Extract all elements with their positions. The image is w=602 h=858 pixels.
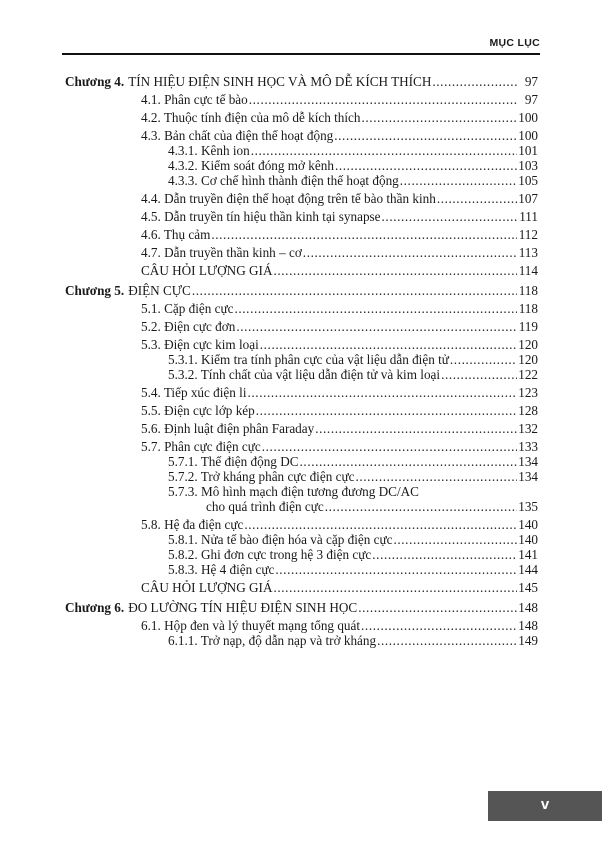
dot-leader [393, 532, 517, 548]
toc-entry-title: 4.3.3. Cơ chế hình thành điện thế hoạt động [168, 173, 399, 188]
toc-entry-row [168, 469, 538, 485]
toc-entry-title: 5.1. Cặp điện cực [141, 301, 234, 316]
toc-entry-title: cho quá trình điện cực [206, 499, 324, 514]
dot-leader [236, 319, 517, 335]
toc-entry-row [168, 352, 538, 368]
toc-entry-title: 5.4. Tiếp xúc điện li [141, 385, 247, 400]
toc-entry-title: ĐO LƯỜNG TÍN HIỆU ĐIỆN SINH HỌC [128, 600, 358, 615]
toc-entry-row [168, 158, 538, 174]
toc-entry-title: 6.1. Hộp đen và lý thuyết mạng tổng quát [141, 618, 361, 633]
toc-entry-row [168, 454, 538, 470]
dot-leader [251, 143, 517, 159]
page-number: v [540, 796, 550, 813]
toc-page-number: 105 [518, 173, 538, 188]
toc-entry-title: 4.6. Thụ cảm [141, 227, 211, 242]
toc-page-number: 120 [518, 352, 538, 367]
dot-leader [303, 245, 517, 261]
dot-leader [275, 562, 517, 578]
toc-entry-title: 5.3. Điện cực kim loại [141, 337, 259, 352]
dot-leader [335, 158, 517, 174]
dot-leader [256, 403, 517, 419]
toc-page-number: 114 [518, 263, 538, 278]
toc-entry-title: 5.7.2. Trở kháng phân cực điện cực [168, 469, 355, 484]
toc-page-number: 140 [518, 532, 538, 547]
dot-leader [192, 283, 517, 299]
toc-entry-title: 4.5. Dẫn truyền tín hiệu thần kinh tại synapse [141, 209, 381, 224]
toc-entry-row [141, 517, 538, 533]
toc-entry-row [141, 110, 538, 126]
toc-page-number: 135 [518, 499, 538, 514]
dot-leader [300, 454, 517, 470]
toc-entry-row [141, 301, 538, 317]
dot-leader [355, 469, 517, 485]
toc-entry-row [141, 618, 538, 634]
toc-page-number: 123 [518, 385, 538, 400]
toc-entry-row [206, 499, 538, 515]
toc-entry-row [168, 143, 538, 159]
toc-entry-title: CÂU HỎI LƯỢNG GIÁ [141, 580, 273, 595]
toc-page-number: 145 [518, 580, 538, 595]
toc-entry-title: 4.3.2. Kiểm soát đóng mở kênh [168, 158, 334, 173]
toc-entry-title: 5.7.1. Thế điện động DC [168, 454, 299, 469]
toc-entry-title: 4.3.1. Kênh ion [168, 143, 250, 158]
dot-leader [362, 110, 518, 126]
toc-entry-row [168, 484, 419, 500]
dot-leader [315, 421, 517, 437]
toc-page-number: 118 [518, 283, 538, 298]
toc-entry-row [141, 245, 538, 261]
toc-page-number: 134 [518, 469, 538, 484]
toc-entry-row [141, 421, 538, 437]
dot-leader [358, 600, 517, 616]
toc-entry-row [168, 367, 538, 383]
toc-entry-title: 5.8.3. Hệ 4 điện cực [168, 562, 275, 577]
toc-entry-title: TÍN HIỆU ĐIỆN SINH HỌC VÀ MÔ DỄ KÍCH THÍCH [128, 74, 432, 89]
toc-page-number: 141 [518, 547, 538, 562]
toc-page-number: 107 [518, 191, 538, 206]
dot-leader [260, 337, 517, 353]
chapter-label: Chương 5. [65, 283, 125, 298]
dot-leader [400, 173, 517, 189]
toc-page-number: 120 [518, 337, 538, 352]
dot-leader [248, 385, 517, 401]
toc-entry-row [168, 633, 538, 649]
dot-leader [249, 92, 517, 108]
dot-leader [377, 633, 517, 649]
toc-entry-title: CÂU HỎI LƯỢNG GIÁ [141, 263, 273, 278]
toc-page-number: 144 [518, 562, 538, 577]
dot-leader [273, 580, 517, 596]
toc-entry-row [141, 580, 538, 596]
toc-entry-row [141, 319, 538, 335]
toc-entry-row [141, 263, 538, 279]
toc-entry-row [141, 385, 538, 401]
toc-page-number: 122 [518, 367, 538, 382]
dot-leader [211, 227, 517, 243]
running-header-title: MỤC LỤC [489, 37, 540, 49]
toc-page-number: 100 [518, 110, 538, 125]
toc-entry-title: ĐIỆN CỰC [128, 283, 191, 298]
dot-leader [372, 547, 517, 563]
chapter-label: Chương 4. [65, 74, 125, 89]
dot-leader [244, 517, 517, 533]
toc-page-number: 133 [518, 439, 538, 454]
toc-chapter-row [65, 283, 538, 299]
toc-page-number: 97 [524, 92, 538, 107]
toc-entry-title: 4.3. Bản chất của điện thế hoạt động [141, 128, 334, 143]
toc-page-number: 112 [518, 227, 538, 242]
toc-entry-title: 5.3.1. Kiểm tra tính phân cực của vật liệu dẫn điện tử [168, 352, 449, 367]
toc-page-number: 128 [518, 403, 538, 418]
dot-leader [382, 209, 517, 225]
toc-entry-title: 5.6. Định luật điện phân Faraday [141, 421, 315, 436]
toc-entry-row [168, 562, 538, 578]
toc-entry-row [168, 173, 538, 189]
toc-entry-title: 6.1.1. Trở nạp, độ dẫn nạp và trở kháng [168, 633, 377, 648]
toc-entry-row [141, 128, 538, 144]
toc-entry-row [141, 209, 538, 225]
toc-page-number: 103 [518, 158, 538, 173]
toc-page-number: 134 [518, 454, 538, 469]
toc-entry-title: 5.5. Điện cực lớp kép [141, 403, 255, 418]
toc-page-number: 148 [518, 600, 538, 615]
toc-page-number: 101 [518, 143, 538, 158]
toc-entry-row [141, 227, 538, 243]
toc-page-number: 100 [518, 128, 538, 143]
toc-page-number: 148 [518, 618, 538, 633]
page-number-tab [488, 791, 602, 821]
toc-entry-row [168, 547, 538, 563]
dot-leader [441, 367, 517, 383]
dot-leader [450, 352, 517, 368]
toc-entry-title: 5.8.2. Ghi đơn cực trong hệ 3 điện cực [168, 547, 372, 562]
toc-entry-title: 4.2. Thuộc tính điện của mô dễ kích thích [141, 110, 361, 125]
toc-entry-row [141, 403, 538, 419]
toc-entry-title: 5.8.1. Nửa tế bào điện hóa và cặp điện cực [168, 532, 393, 547]
dot-leader [325, 499, 517, 515]
toc-entry-row [141, 92, 538, 108]
dot-leader [334, 128, 517, 144]
toc-entry-title: 5.2. Điện cực đơn [141, 319, 236, 334]
toc-page-number: 140 [518, 517, 538, 532]
toc-page-number: 149 [518, 633, 538, 648]
toc-entry-title: 5.7.3. Mô hình mạch điện tương đương DC/AC [168, 484, 419, 499]
dot-leader [361, 618, 517, 634]
toc-entry-title: 4.1. Phân cực tế bào [141, 92, 248, 107]
toc-entry-title: 5.8. Hệ đa điện cực [141, 517, 244, 532]
toc-entry-title: 5.7. Phân cực điện cực [141, 439, 261, 454]
dot-leader [432, 74, 517, 90]
toc-page-number: 113 [518, 245, 538, 260]
toc-page-number: 118 [518, 301, 538, 316]
toc-page-number: 111 [519, 209, 538, 224]
dot-leader [437, 191, 517, 207]
chapter-label: Chương 6. [65, 600, 125, 615]
toc-entry-row [141, 337, 538, 353]
toc-entry-title: 4.4. Dẫn truyền điện thế hoạt động trên tế bào thần kinh [141, 191, 436, 206]
dot-leader [234, 301, 517, 317]
toc-entry-title: 5.3.2. Tính chất của vật liệu dẫn điện tử và kim loại [168, 367, 441, 382]
toc-entry-row [168, 532, 538, 548]
toc-page-number: 119 [518, 319, 538, 334]
toc-entry-row [141, 191, 538, 207]
toc-chapter-row [65, 74, 538, 90]
dot-leader [273, 263, 517, 279]
toc-page-number: 97 [524, 74, 538, 89]
toc-chapter-row [65, 600, 538, 616]
dot-leader [262, 439, 517, 455]
toc-entry-title: 4.7. Dẫn truyền thần kinh – cơ [141, 245, 302, 260]
toc-page-number: 132 [518, 421, 538, 436]
toc-entry-row [141, 439, 538, 455]
